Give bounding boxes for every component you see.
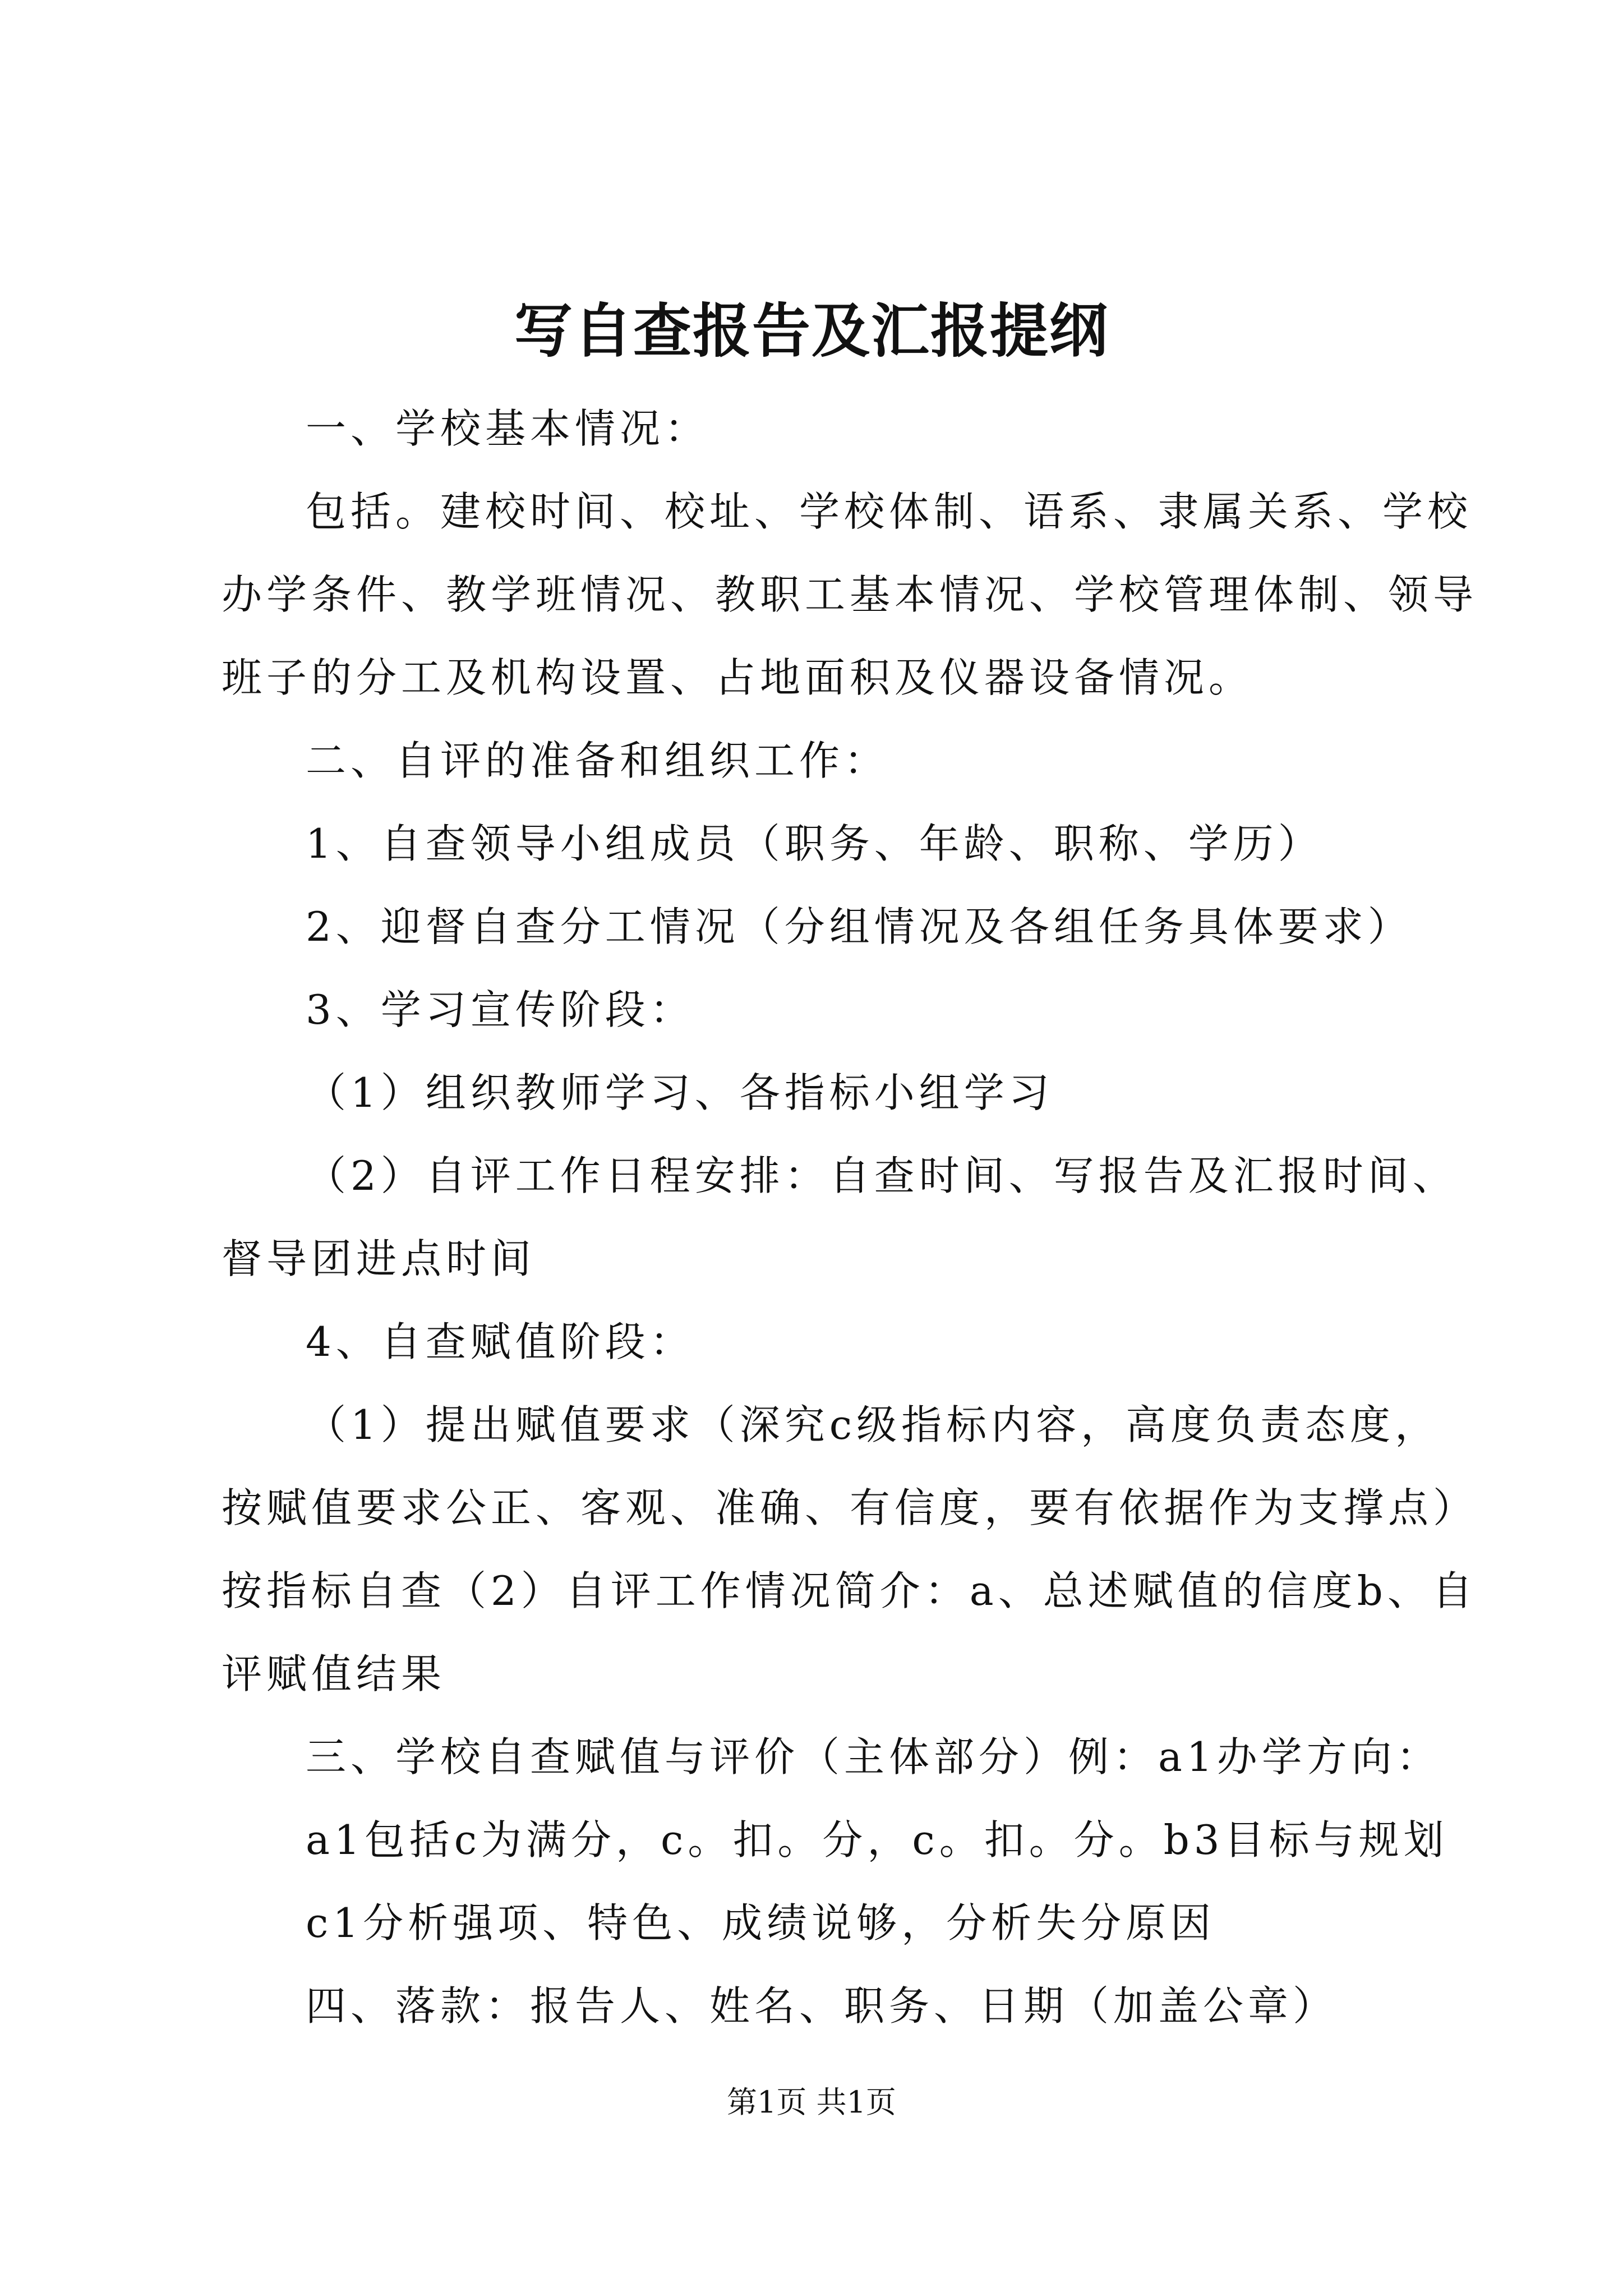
document-title: 写自查报告及汇报提纲 bbox=[514, 296, 1109, 365]
list-item: 4、自查赋值阶段： bbox=[306, 1318, 695, 1365]
paragraph-line: 按赋值要求公正、客观、准确、有信度，要有依据作为支撑点） bbox=[222, 1484, 1478, 1531]
document-body bbox=[222, 387, 1478, 2047]
page-footer: 第1页 共1页 bbox=[727, 2085, 896, 2120]
section-heading-4: 四、落款：报告人、姓名、职务、日期（加盖公章） bbox=[306, 1982, 1338, 2030]
list-item: 1、自查领导小组成员（职务、年龄、职称、学历） bbox=[306, 820, 1323, 867]
paragraph-line: 班子的分工及机构设置、占地面积及仪器设备情况。 bbox=[222, 654, 1254, 701]
section-heading-3: 三、学校自查赋值与评价（主体部分）例：a1办学方向： bbox=[306, 1733, 1441, 1780]
paragraph-line: 包括。建校时间、校址、学校体制、语系、隶属关系、学校 bbox=[306, 488, 1473, 535]
paragraph-line: a1包括c为满分，c。扣。分，c。扣。分。b3目标与规划 bbox=[306, 1816, 1449, 1864]
paragraph-line: 办学条件、教学班情况、教职工基本情况、学校管理体制、领导 bbox=[222, 571, 1478, 618]
paragraph-line: 评赋值结果 bbox=[222, 1650, 446, 1697]
section-heading-1: 一、学校基本情况： bbox=[306, 405, 710, 452]
list-item: 3、学习宣传阶段： bbox=[306, 986, 695, 1033]
section-heading-2: 二、自评的准备和组织工作： bbox=[306, 737, 889, 784]
list-item: 2、迎督自查分工情况（分组情况及各组任务具体要求） bbox=[306, 903, 1413, 950]
sub-list-item: （1）组织教师学习、各指标小组学习 bbox=[306, 1069, 1054, 1116]
paragraph-line: 按指标自查（2）自评工作情况简介：a、总述赋值的信度b、自 bbox=[222, 1567, 1477, 1614]
paragraph-line: c1分析强项、特色、成绩说够，分析失分原因 bbox=[306, 1899, 1216, 1947]
sub-list-item: （2）自评工作日程安排：自查时间、写报告及汇报时间、 bbox=[306, 1152, 1458, 1199]
paragraph-line: 督导团进点时间 bbox=[222, 1235, 536, 1282]
sub-list-item: （1）提出赋值要求（深究c级指标内容，高度负责态度， bbox=[306, 1401, 1440, 1448]
